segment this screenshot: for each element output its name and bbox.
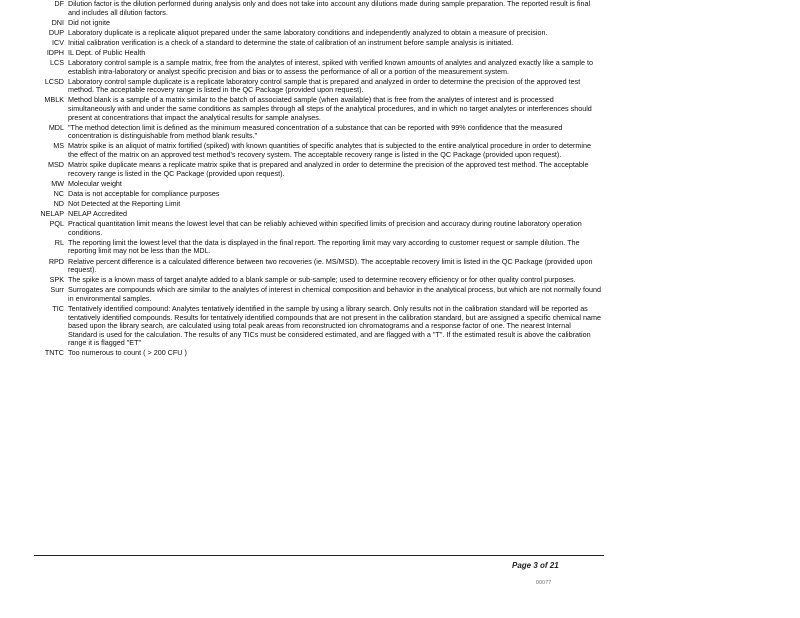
glossary-term: SPK	[49, 275, 64, 285]
glossary-entry	[30, 239, 602, 256]
document-code: 00077	[536, 580, 552, 586]
glossary-entry	[30, 0, 602, 17]
glossary-entry	[30, 78, 602, 95]
glossary-definition: Relative percent difference is a calculated difference between two recoveries (ie. MS/MSD). The acceptable recovery limit is listed in the QC Package (provided upon request).	[68, 256, 593, 275]
glossary-entry	[30, 305, 602, 348]
glossary-entry	[30, 180, 602, 189]
glossary-term: LCS	[50, 58, 64, 68]
glossary-definition: "The method detection limit is defined as the minimum measured concentration of a substance that can be reported with 99% confidence that the measured concentration is distinguishable from method blank results."	[68, 122, 563, 141]
glossary-definition: The spike is a known mass of target analyte added to a blank sample or sub-sample; used to determine recovery efficiency or for other quality control purposes.	[68, 275, 576, 285]
glossary-term: RL	[54, 237, 64, 247]
glossary-definition: IL Dept. of Public Health	[68, 47, 146, 57]
glossary-entry	[30, 124, 602, 141]
glossary-entry	[30, 286, 602, 303]
glossary-definition: Matrix spike is an aliquot of matrix fortified (spiked) with known quantities of specific analytes that is subjected to the entire analytical procedure in order to determine the effect of the matrix on an approved test method's recovery system. The acceptable recovery range is listed in the QC Package (provided upon request).	[68, 141, 591, 159]
glossary-term: MBLK	[44, 95, 64, 105]
glossary-entry	[30, 96, 602, 122]
glossary-term: TIC	[52, 304, 64, 313]
glossary-entry	[30, 142, 602, 159]
glossary-definition: Initial calibration verification is a check of a standard to determine the state of calibration of an instrument before sample analysis is initiated.	[68, 37, 514, 47]
glossary-term: IDPH	[46, 47, 64, 57]
glossary-definition: NELAP Accredited	[68, 209, 127, 219]
glossary-term: MDL	[48, 122, 64, 132]
glossary-entry	[30, 220, 602, 237]
glossary-definition: Laboratory control sample duplicate is a replicate laboratory control sample that is prepared and analyzed in order to determine the precision of the approved test method. The acceptable recovery range is listed in the QC Package (provided upon request).	[68, 76, 581, 95]
glossary-entry	[30, 349, 602, 358]
glossary-list	[30, 0, 602, 360]
glossary-term: DUP	[48, 27, 64, 37]
glossary-term: ICV	[52, 37, 64, 47]
glossary-term: MSD	[48, 160, 64, 170]
glossary-entry	[30, 59, 602, 76]
glossary-term: DF	[54, 0, 64, 8]
glossary-entry	[30, 258, 602, 275]
glossary-entry	[30, 19, 602, 28]
glossary-term: NC	[53, 188, 64, 198]
glossary-definition: Practical quantitation limit means the lowest level that can be reliably achieved within specified limits of precision and accuracy during routine laboratory operation conditions.	[68, 219, 582, 237]
glossary-term: PQL	[49, 219, 64, 229]
glossary-definition: Tentatively identified compound: Analytes tentatively identified in the sample by using a library search. Only results not in the calibration standard will be reported as tentatively identified compounds. Results for tentatively identified compounds that are not present in the calibration standard, but are assigned a specific chemical name based upon the library search, are calculated using total peak areas from reconstructed ion chromatograms and a response factor of one. The nearest Internal Standard is used for the calculation. The results of any TICs must be considered estimated, and are flagged with a "T". If the estimated result is above the calibration range it is flagged "ET"	[68, 304, 601, 348]
glossary-entry	[30, 49, 602, 58]
glossary-definition: Dilution factor is the dilution performed during analysis only and does not take into account any dilutions made during sample preparation. The reported result is final and includes all dilution factors.	[68, 0, 591, 17]
glossary-definition: Too numerous to count ( > 200 CFU )	[68, 348, 187, 358]
glossary-entry	[30, 161, 602, 178]
glossary-entry	[30, 276, 602, 285]
glossary-term: MW	[51, 178, 64, 188]
glossary-definition: Molecular weight	[68, 178, 122, 188]
glossary-definition: Did not ignite	[68, 17, 110, 27]
glossary-definition: Not Detected at the Reporting Limit	[68, 198, 181, 208]
glossary-entry	[30, 29, 602, 38]
glossary-term: TNTC	[44, 348, 64, 358]
glossary-definition: The reporting limit the lowest level that the data is displayed in the final report. The reporting limit may vary according to customer request or sample dilution. The reporting limit may not be less than the MDL.	[68, 237, 580, 256]
glossary-definition: Method blank is a sample of a matrix similar to the batch of associated sample (when available) that is free from the analytes of interest and is processed simultaneously with and under the same conditions as samples through all steps of the analytical procedures, and in which no target analytes or interferences should present at concentrations that impact the analytical results for sample analyses.	[68, 95, 592, 122]
glossary-definition: Data is not acceptable for compliance purposes	[68, 188, 220, 198]
glossary-term: MS	[53, 141, 64, 151]
glossary-entry	[30, 39, 602, 48]
glossary-term: ND	[53, 198, 64, 208]
glossary-definition: Laboratory control sample is a sample matrix, free from the analytes of interest, spiked with verified known amounts of analytes and analyzed exactly like a sample to establish intra-laboratory or analyst specific precision and bias or to assess the performance of all or a portion of the measurement system.	[68, 58, 593, 76]
glossary-definition: Matrix spike duplicate means a replicate matrix spike that is prepared and analyzed in order to determine the precision of the approved test method. The acceptable recovery range is listed in the QC Package (provided upon request).	[68, 160, 589, 178]
footer-divider	[34, 555, 604, 556]
glossary-term: RPD	[48, 256, 64, 266]
glossary-definition: Surrogates are compounds which are similar to the analytes of interest in chemical composition and behavior in the analytical process, but which are not normally found in environmental samples.	[68, 285, 601, 303]
page-number: Page 3 of 21	[512, 561, 559, 570]
glossary-entry	[30, 200, 602, 209]
glossary-definition: Laboratory duplicate is a replicate aliquot prepared under the same laboratory conditions and independently analyzed to obtain a measure of precision.	[68, 27, 548, 37]
glossary-entry	[30, 210, 602, 219]
glossary-term: Surr	[50, 285, 64, 295]
glossary-term: DNI	[51, 17, 64, 27]
glossary-term: NELAP	[40, 209, 64, 219]
glossary-term: LCSD	[44, 76, 64, 86]
glossary-entry	[30, 190, 602, 199]
